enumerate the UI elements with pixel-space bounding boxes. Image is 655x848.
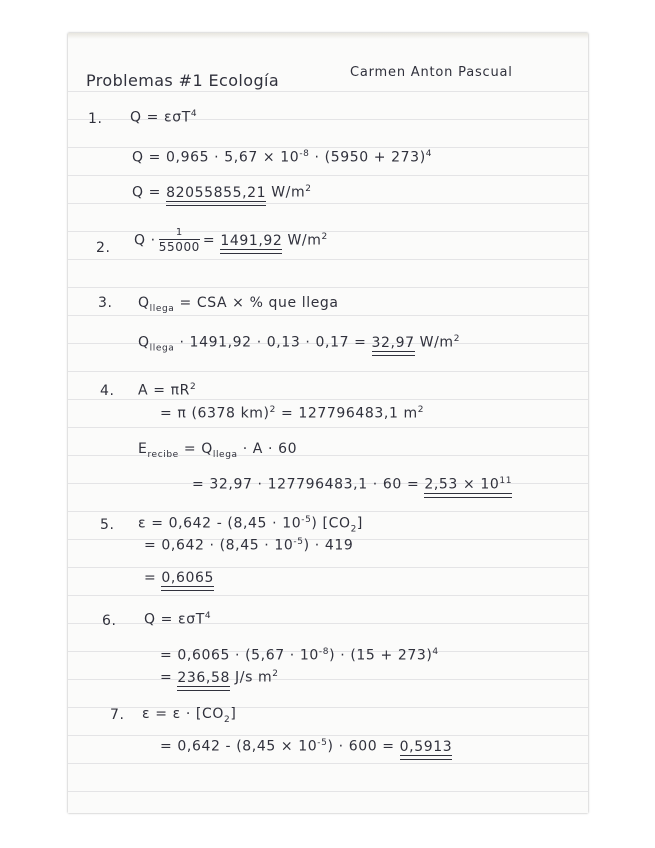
problem-1-substitution: $Q = 0,965 \cdot 5,67 \times 10^{-8} \cdot (5950 + 273)^4$	[132, 149, 433, 166]
problem-3-answer: 32,97	[371, 334, 415, 351]
problem-3-number: 3.	[98, 295, 113, 311]
problem-5-result: = 0,6065	[144, 570, 214, 586]
problem-5-formula: $\varepsilon = 0,642 - (8,45 \cdot 10^{-5})$ $[CO_2]$	[138, 515, 363, 535]
problem-7-result: = $0,642 - (8,45 \times 10^{-5}) \cdot 600 = 0,5913$	[160, 738, 453, 755]
problem-6-answer: 236,58	[177, 669, 230, 686]
problem-5-answer: 0,6065	[161, 570, 214, 586]
problem-5-number: 5.	[100, 517, 115, 533]
problem-1-formula: Q = εσT$^4$	[130, 109, 198, 126]
page-top-edge	[68, 33, 588, 39]
problem-1-result: Q = 82055855,21 $W/m^2$	[132, 184, 312, 201]
problem-5-substitution: = $0,642 \cdot (8,45 \cdot 10^{-5}) \cdot 419$	[144, 537, 354, 554]
page-title: Problemas #1 Ecología	[86, 71, 280, 90]
problem-6-number: 6.	[102, 613, 117, 629]
problem-7-number: 7.	[110, 707, 125, 723]
problem-4-energy-result: = $32,97 \cdot 127796483,1 \cdot 60 = 2,53 \times 10^{11}$	[192, 476, 513, 493]
author-name: Carmen Anton Pascual	[350, 65, 513, 80]
problem-4-number: 4.	[100, 383, 115, 399]
problem-2-fraction: $\frac{1}{55000}$	[158, 227, 200, 254]
problem-7-answer: 0,5913	[399, 738, 453, 755]
problem-2-formula: Q · $\frac{1}{55000}$ = 1491,92 $W/m^2$	[134, 227, 328, 254]
problem-7-formula: $\varepsilon = \varepsilon \cdot [CO_2]$	[142, 706, 237, 725]
problem-6-formula: Q = εσT$^4$	[144, 611, 212, 628]
problem-4-energy-formula: $E_{recibe} = Q_{llega} \cdot A \cdot 60$	[138, 441, 298, 460]
notebook-page	[68, 33, 588, 813]
problem-2-answer: 1491,92	[220, 232, 283, 249]
problem-4-area-formula: $A = \pi R^2$	[138, 382, 197, 399]
problem-4-answer: $2,53 \times 10^{11}$	[424, 476, 513, 493]
problem-1-number: 1.	[88, 111, 103, 127]
problem-3-formula: $Q_{llega}$ = CSA × % que llega	[138, 295, 339, 314]
problem-2-number: 2.	[96, 240, 111, 256]
problem-6-result: = 236,58 J/s $m^2$	[160, 669, 279, 686]
problem-4-area-result: = π (6378 km)$^2$ = 127796483,1 $m^2$	[160, 405, 425, 422]
problem-6-substitution: = $0,6065 \cdot (5,67 \cdot 10^{-8}) \cdot (15 + 273)^4$	[160, 647, 439, 664]
problem-1-answer: 82055855,21	[166, 184, 267, 201]
problem-3-result: $Q_{llega} \cdot 1491,92 \cdot 0,13 \cdot 0,17 = 32,97$ $W/m^2$	[138, 334, 461, 354]
